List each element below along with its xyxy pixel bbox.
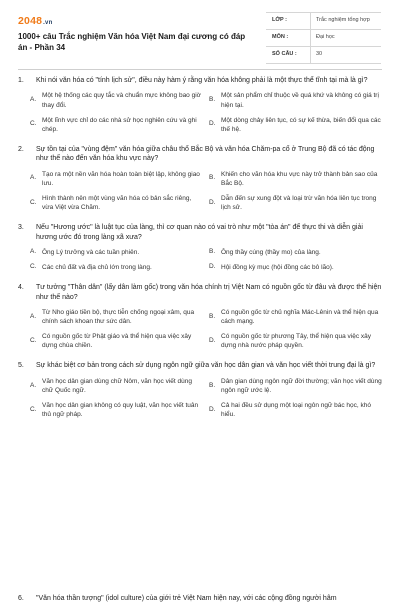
option-c[interactable]: [30, 263, 203, 272]
meta-row-subject: [266, 30, 381, 47]
question-5: [18, 361, 382, 419]
question-number: 6.: [18, 595, 24, 602]
option-letter: D.: [209, 120, 216, 128]
option-text: Khiến cho văn hóa khu vực này trở thành bản sao của Bắc Bộ.: [221, 170, 378, 187]
option-d[interactable]: [209, 401, 382, 419]
option-text: Cả hai đều sử dụng một loại ngôn ngữ bác học, khó hiểu.: [221, 402, 371, 419]
option-text: Hình thành nên một vùng văn hóa có bản sắc riêng, vừa Việt vừa Chăm.: [42, 194, 192, 211]
page-title: 1000+ câu Trắc nghiệm Văn hóa Việt Nam đại cương có đáp án - Phần 34: [18, 32, 246, 52]
option-grid: [18, 91, 382, 133]
option-c[interactable]: [30, 194, 203, 212]
option-text: Dẫn đến sự xung đột và loại trừ văn hóa liên tục trong lịch sử.: [221, 194, 377, 211]
question-number: 2.: [18, 145, 24, 153]
option-c[interactable]: [30, 401, 203, 419]
meta-value: Trắc nghiệm tổng hợp: [310, 13, 381, 29]
option-grid: [18, 308, 382, 350]
option-letter: A.: [30, 248, 37, 256]
site-logo[interactable]: [18, 14, 52, 28]
option-d[interactable]: [209, 263, 382, 272]
option-letter: D.: [209, 263, 216, 271]
option-b[interactable]: [209, 308, 382, 326]
question-text: Sự tồn tại của "vùng đệm" văn hóa giữa châu thổ Bắc Bộ và văn hóa Chăm-pa cổ ở Trung Bộ đã có tác động như thế nào đến văn hóa khu vực này?: [36, 145, 375, 163]
option-b[interactable]: [209, 248, 382, 257]
question-list: [18, 76, 382, 430]
meta-label: MÔN :: [272, 34, 289, 41]
option-letter: B.: [209, 381, 216, 389]
option-text: Ông thầy cúng (thầy mo) của làng.: [221, 248, 321, 256]
question-number: 1.: [18, 77, 24, 84]
option-a[interactable]: [30, 377, 203, 395]
option-letter: D.: [209, 198, 216, 206]
option-d[interactable]: [209, 194, 382, 212]
question-number: 3.: [18, 224, 24, 232]
option-text: Từ Nho giáo tiền bộ, thực tiễn chống ngoại xâm, qua chính sách khoan thư sức dân.: [42, 309, 195, 326]
option-letter: A.: [30, 96, 37, 104]
option-letter: C.: [30, 336, 37, 344]
option-a[interactable]: [30, 170, 203, 188]
option-b[interactable]: [209, 91, 382, 109]
option-text: Các chủ đất và địa chủ lớn trong làng.: [42, 264, 152, 272]
meta-label: LỚP :: [272, 17, 287, 24]
logo-suffix: .vn: [43, 20, 53, 26]
option-letter: A.: [30, 381, 37, 389]
option-d[interactable]: [209, 332, 382, 350]
option-grid: [18, 170, 382, 212]
header-divider: [18, 69, 382, 70]
option-letter: A.: [30, 174, 37, 182]
page-header: [18, 0, 382, 70]
option-grid: [18, 377, 382, 419]
option-letter: B.: [209, 312, 216, 320]
option-text: Có nguồn gốc từ Phật giáo và thể hiện qua việc xây dựng chùa chiền.: [42, 333, 192, 350]
question-1: [18, 76, 382, 134]
option-letter: D.: [209, 405, 216, 413]
question-text: Sự khác biệt cơ bản trong cách sử dụng ngôn ngữ giữa văn học dân gian và văn học viết thời trung đại là gì?: [36, 362, 376, 370]
option-text: Có nguồn gốc từ chủ nghĩa Mác-Lênin và thể hiện qua cách mạng.: [221, 309, 379, 326]
question-text: "Văn hóa thần tượng" (idol culture) của giới trẻ Việt Nam hiện nay, với các cộng đồng người hâm: [36, 595, 337, 602]
option-c[interactable]: [30, 116, 203, 134]
meta-value: Đại học: [310, 30, 381, 46]
option-letter: A.: [30, 312, 37, 320]
question-4: [18, 283, 382, 350]
meta-label: SỐ CÂU :: [272, 51, 297, 58]
question-2: [18, 145, 382, 212]
question-text: Nếu "Hương ước" là luật tục của làng, thì cơ quan nào có vai trò như một "tòa án" để thực thi và diễn giải hương ước đó trong làng xã xưa?: [36, 224, 363, 241]
option-text: Tạo ra một nền văn hóa hoàn toàn biệt lập, không giao lưu.: [42, 170, 200, 187]
question-3: [18, 223, 382, 272]
question-text: Khi nói văn hóa có "tính lịch sử", điều này hàm ý rằng văn hóa không phải là một thực thể tĩnh tại mà là gì?: [36, 77, 368, 84]
meta-value: 30: [310, 47, 381, 63]
option-text: Có nguồn gốc từ phương Tây, thể hiện qua việc xây dựng nhà nước pháp quyền.: [221, 333, 372, 350]
option-a[interactable]: [30, 248, 203, 257]
option-letter: B.: [209, 96, 216, 104]
meta-row-class: [266, 13, 381, 30]
option-letter: C.: [30, 120, 37, 128]
option-a[interactable]: [30, 308, 203, 326]
option-letter: C.: [30, 198, 37, 206]
option-text: Ông Lý trưởng và các tuần phiên.: [42, 248, 140, 256]
option-b[interactable]: [209, 170, 382, 188]
option-text: Một hệ thống các quy tắc và chuẩn mực không bao giờ thay đổi.: [42, 92, 201, 109]
logo-number: 2048: [18, 15, 43, 27]
option-text: Một dòng chảy liên tục, có sự kế thừa, biến đổi qua các thế hệ.: [221, 116, 381, 133]
option-letter: C.: [30, 263, 37, 271]
question-number: 5.: [18, 362, 24, 370]
option-text: Dân gian dùng ngôn ngữ đời thường; văn học viết dùng ngôn ngữ ước lệ.: [221, 377, 382, 394]
option-grid: [18, 248, 382, 272]
option-text: Văn học dân gian dùng chữ Nôm, văn học viết dùng chữ Quốc ngữ.: [42, 377, 192, 394]
meta-row-count: [266, 47, 381, 64]
option-text: Hội đồng kỳ mục (hội đồng các bô lão).: [221, 264, 334, 272]
option-letter: D.: [209, 336, 216, 344]
question-number: 4.: [18, 284, 24, 292]
option-a[interactable]: [30, 91, 203, 109]
option-letter: B.: [209, 174, 216, 182]
question-text: Tư tưởng "Thân dân" (lấy dân làm gốc) trong văn hóa chính trị Việt Nam có nguồn gốc từ đâu và được thể hiện như thế nào?: [36, 284, 382, 301]
meta-table: [266, 12, 381, 64]
option-b[interactable]: [209, 377, 382, 395]
option-letter: C.: [30, 405, 37, 413]
option-letter: B.: [209, 248, 216, 256]
option-text: Một sản phẩm chỉ thuộc về quá khứ và không có giá trị hiện tại.: [221, 92, 379, 109]
option-text: Một lĩnh vực chỉ do các nhà sử học nghiên cứu và ghi chép.: [42, 116, 197, 133]
option-text: Văn học dân gian không có quy luật, văn học viết tuân thủ ngữ pháp.: [42, 402, 199, 419]
question-6-partial: [18, 594, 382, 603]
option-c[interactable]: [30, 332, 203, 350]
option-d[interactable]: [209, 116, 382, 134]
